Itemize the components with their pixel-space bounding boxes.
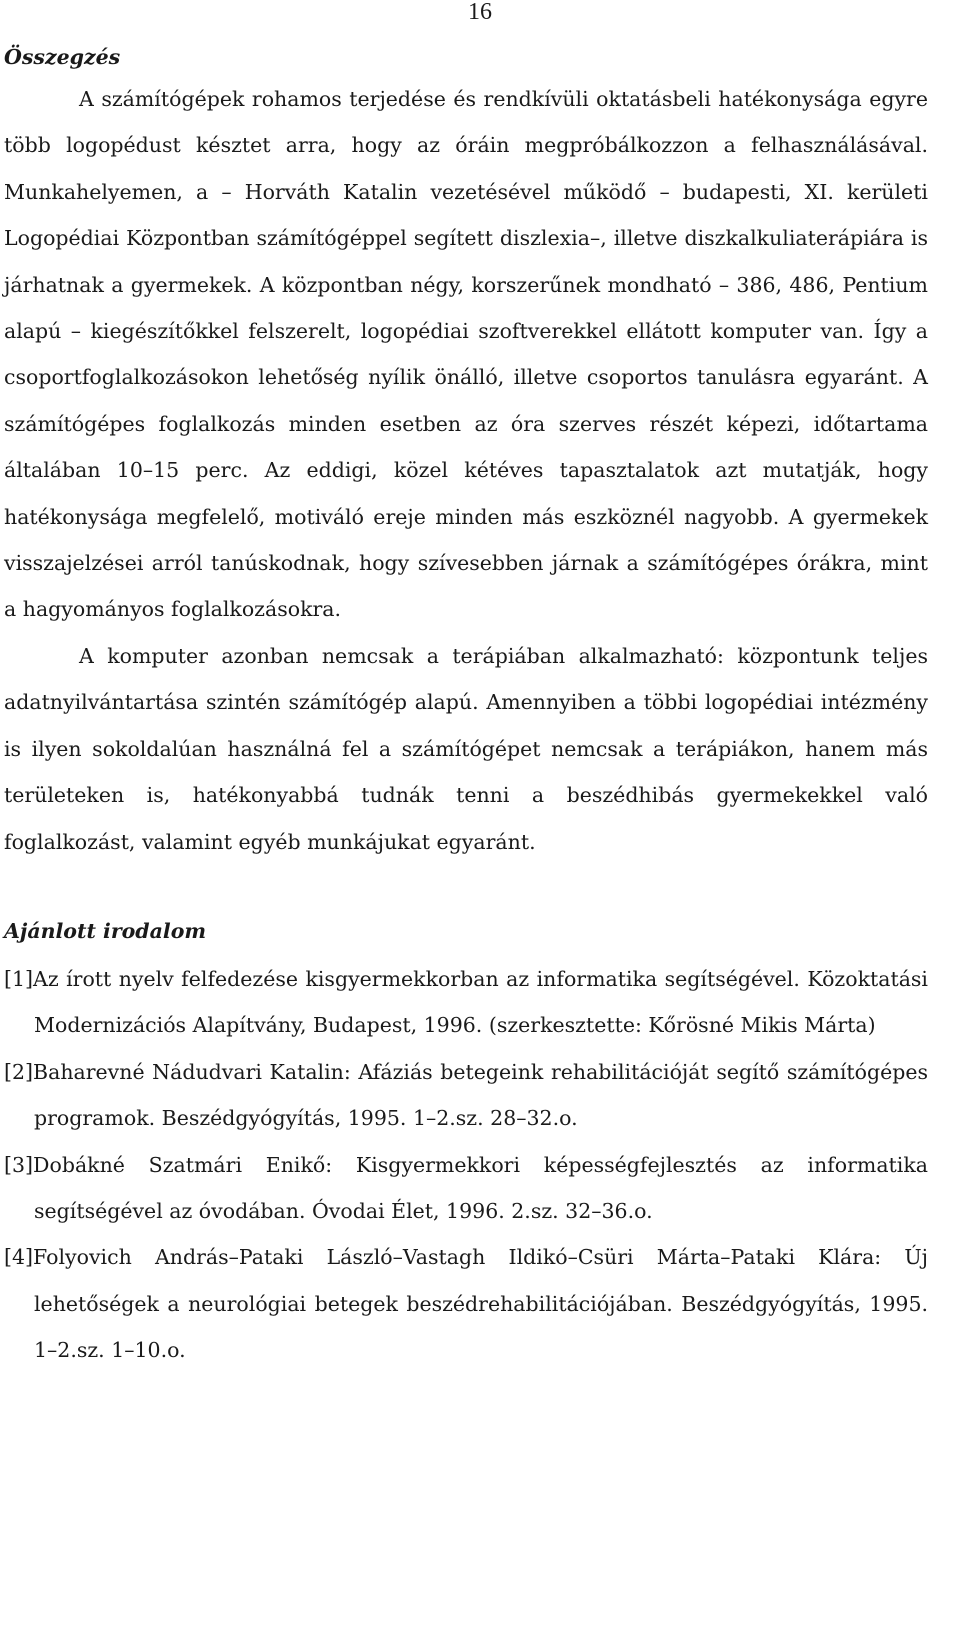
reference-item: [1]Az írott nyelv felfedezése kisgyermekkorban az informatika segítségével. Közoktatási Modernizációs Alapítvány, Budapest, 1996. (szerkesztette: Kőrösné Mikis Márta) — [4, 966, 928, 1038]
reference-item: [2]Baharevné Nádudvari Katalin: Afáziás betegeink rehabilitációját segítő számítógépes programok. Beszédgyógyítás, 1995. 1–2.sz. 28–32.o. — [4, 1059, 928, 1131]
summary-heading: Összegzés — [4, 45, 121, 69]
summary-paragraph: A komputer azonban nemcsak a terápiában alkalmazható: központunk teljes adatnyilvántartása szintén számítógép alapú. Amennyiben a többi logopédiai intézmény is ilyen sokoldalúan használná fel a számítógépet nemcsak a terápiákon, hanem más területeken is, hatékonyabbá tudnák tenni a beszédhibás gyermekekkel való foglalkozást, valamint egyéb munkájukat egyaránt. — [4, 643, 928, 854]
literature-heading: Ajánlott irodalom — [4, 918, 207, 943]
page-number: 16 — [468, 0, 492, 25]
summary-paragraph: A számítógépek rohamos terjedése és rendkívüli oktatásbeli hatékonysága egyre több logopédust késztet arra, hogy az óráin megpróbálkozzon a felhasználásával. Munkahelyemen, a – Horváth Katalin vezetésével működő – budapesti, XI. kerületi Logopédiai Központban számítógéppel segített diszlexia–, illetve diszkalkuliaterápiára is járhatnak a gyermekek. A központban négy, korszerűnek mondható – 386, 486, Pentium alapú – kiegészítőkkel felszerelt, logopédiai szoftverekkel ellátott komputer van. Így a csoportfoglalkozásokon lehetőség nyílik önálló, illetve csoportos tanulásra egyaránt. A számítógépes foglalkozás minden esetben az óra szerves részét képezi, időtartama általában 10–15 perc. Az eddigi, közel kétéves tapasztalatok azt mutatják, hogy hatékonysága megfelelő, motiváló ereje minden más eszköznél nagyobb. A gyermekek visszajelzései arról tanúskodnak, hogy szívesebben járnak a számítógépes órákra, mint a hagyományos foglalkozásokra. — [4, 87, 928, 622]
document-body — [4, 38, 928, 1374]
reference-list — [4, 956, 928, 1374]
reference-item: [4]Folyovich András–Pataki László–Vastagh Ildikó–Csüri Márta–Pataki Klára: Új lehetőségek a neurológiai betegek beszédrehabilitációjában. Beszédgyógyítás, 1995. 1–2.sz. 1–10.o. — [4, 1245, 928, 1363]
reference-item: [3]Dobákné Szatmári Enikő: Kisgyermekkori képességfejlesztés az informatika segítségével az óvodában. Óvodai Élet, 1996. 2.sz. 32–36.o. — [4, 1152, 928, 1223]
